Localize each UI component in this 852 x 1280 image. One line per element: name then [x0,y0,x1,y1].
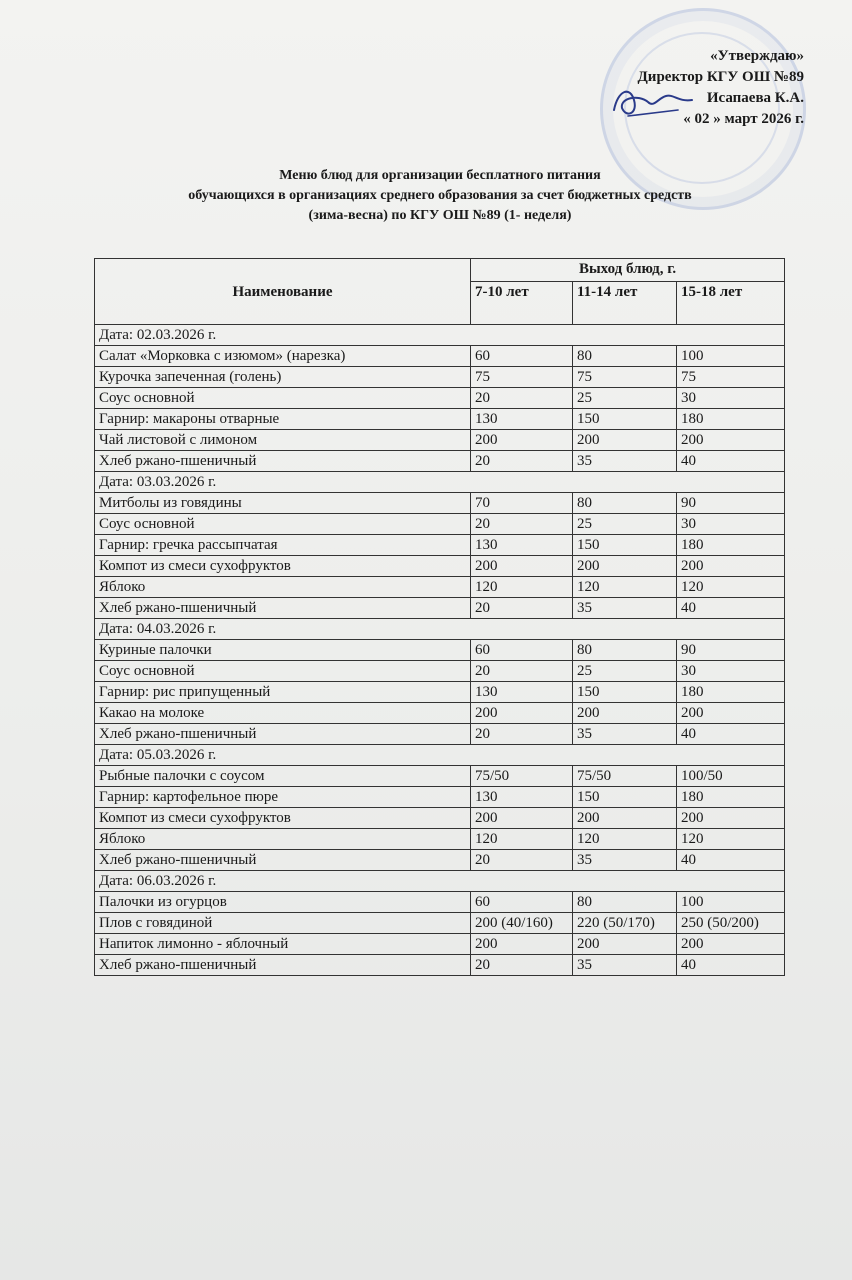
portion-11-14-cell: 80 [573,892,677,913]
portion-15-18-cell: 120 [677,577,785,598]
table-row [95,766,785,787]
portion-7-10-cell: 200 [471,934,573,955]
table-row [95,787,785,808]
date-row [95,745,785,766]
portion-7-10-cell: 130 [471,787,573,808]
table-row [95,661,785,682]
table-row [95,892,785,913]
dish-name-cell: Митболы из говядины [95,493,471,514]
table-row [95,577,785,598]
portion-11-14-cell: 80 [573,640,677,661]
column-header-name: Наименование [95,259,471,325]
menu-table-body [95,325,785,976]
date-label: Дата: 03.03.2026 г. [95,472,785,493]
table-row [95,703,785,724]
dish-name-cell: Яблоко [95,577,471,598]
dish-name-cell: Куриные палочки [95,640,471,661]
portion-7-10-cell: 120 [471,577,573,598]
dish-name-cell: Хлеб ржано-пшеничный [95,451,471,472]
table-row [95,682,785,703]
portion-11-14-cell: 25 [573,388,677,409]
table-row [95,934,785,955]
dish-name-cell: Компот из смеси сухофруктов [95,556,471,577]
dish-name-cell: Гарнир: макароны отварные [95,409,471,430]
column-header-age-7-10: 7-10 лет [471,282,573,325]
table-row [95,850,785,871]
portion-7-10-cell: 20 [471,661,573,682]
table-row [95,535,785,556]
column-header-age-11-14: 11-14 лет [573,282,677,325]
portion-7-10-cell: 120 [471,829,573,850]
portion-7-10-cell: 20 [471,388,573,409]
portion-11-14-cell: 200 [573,430,677,451]
portion-11-14-cell: 25 [573,514,677,535]
approval-signer: Исапаева К.А. [706,90,804,106]
portion-15-18-cell: 40 [677,850,785,871]
dish-name-cell: Палочки из огурцов [95,892,471,913]
portion-15-18-cell: 30 [677,661,785,682]
dish-name-cell: Гарнир: картофельное пюре [95,787,471,808]
table-row [95,640,785,661]
portion-7-10-cell: 60 [471,640,573,661]
portion-7-10-cell: 200 [471,808,573,829]
approval-date: « 02 » март 2026 г. [683,111,804,127]
signature-icon [608,80,698,124]
portion-15-18-cell: 120 [677,829,785,850]
portion-7-10-cell: 60 [471,346,573,367]
table-row [95,451,785,472]
table-row [95,913,785,934]
date-row [95,619,785,640]
column-header-age-15-18: 15-18 лет [677,282,785,325]
portion-15-18-cell: 90 [677,493,785,514]
portion-7-10-cell: 20 [471,598,573,619]
portion-11-14-cell: 150 [573,535,677,556]
date-row [95,871,785,892]
title-line-1: Меню блюд для организации бесплатного питания [279,168,601,183]
dish-name-cell: Рыбные палочки с соусом [95,766,471,787]
dish-name-cell: Гарнир: гречка рассыпчатая [95,535,471,556]
dish-name-cell: Курочка запеченная (голень) [95,367,471,388]
dish-name-cell: Соус основной [95,388,471,409]
table-row [95,493,785,514]
portion-11-14-cell: 80 [573,346,677,367]
portion-15-18-cell: 250 (50/200) [677,913,785,934]
portion-15-18-cell: 200 [677,703,785,724]
portion-7-10-cell: 20 [471,850,573,871]
date-label: Дата: 04.03.2026 г. [95,619,785,640]
dish-name-cell: Чай листовой с лимоном [95,430,471,451]
portion-7-10-cell: 200 [471,703,573,724]
portion-11-14-cell: 80 [573,493,677,514]
portion-15-18-cell: 200 [677,808,785,829]
portion-7-10-cell: 70 [471,493,573,514]
portion-7-10-cell: 20 [471,955,573,976]
date-row [95,325,785,346]
portion-7-10-cell: 20 [471,724,573,745]
table-row [95,430,785,451]
date-label: Дата: 05.03.2026 г. [95,745,785,766]
dish-name-cell: Хлеб ржано-пшеничный [95,598,471,619]
portion-11-14-cell: 35 [573,598,677,619]
portion-7-10-cell: 75 [471,367,573,388]
portion-11-14-cell: 220 (50/170) [573,913,677,934]
dish-name-cell: Яблоко [95,829,471,850]
portion-15-18-cell: 30 [677,388,785,409]
date-row [95,472,785,493]
portion-11-14-cell: 150 [573,682,677,703]
portion-15-18-cell: 200 [677,430,785,451]
portion-11-14-cell: 200 [573,556,677,577]
dish-name-cell: Какао на молоке [95,703,471,724]
table-row [95,556,785,577]
table-row [95,955,785,976]
portion-15-18-cell: 180 [677,682,785,703]
portion-15-18-cell: 180 [677,409,785,430]
portion-11-14-cell: 200 [573,934,677,955]
portion-7-10-cell: 130 [471,535,573,556]
dish-name-cell: Гарнир: рис припущенный [95,682,471,703]
dish-name-cell: Соус основной [95,661,471,682]
title-line-3: (зима-весна) по КГУ ОШ №89 (1- неделя) [308,208,572,223]
dish-name-cell: Плов с говядиной [95,913,471,934]
table-row [95,808,785,829]
portion-11-14-cell: 120 [573,829,677,850]
portion-15-18-cell: 200 [677,556,785,577]
portion-15-18-cell: 100/50 [677,766,785,787]
portion-7-10-cell: 200 [471,430,573,451]
portion-11-14-cell: 200 [573,808,677,829]
portion-15-18-cell: 100 [677,346,785,367]
table-row [95,514,785,535]
table-row [95,388,785,409]
portion-15-18-cell: 200 [677,934,785,955]
portion-15-18-cell: 40 [677,451,785,472]
date-label: Дата: 06.03.2026 г. [95,871,785,892]
title-line-2: обучающихся в организациях среднего образования за счет бюджетных средств [188,188,692,203]
portion-11-14-cell: 150 [573,787,677,808]
portion-15-18-cell: 90 [677,640,785,661]
portion-7-10-cell: 20 [471,514,573,535]
table-row [95,409,785,430]
dish-name-cell: Хлеб ржано-пшеничный [95,850,471,871]
dish-name-cell: Соус основной [95,514,471,535]
portion-15-18-cell: 100 [677,892,785,913]
portion-7-10-cell: 20 [471,451,573,472]
dish-name-cell: Компот из смеси сухофруктов [95,808,471,829]
portion-15-18-cell: 180 [677,535,785,556]
portion-7-10-cell: 200 (40/160) [471,913,573,934]
portion-11-14-cell: 75/50 [573,766,677,787]
table-header-row [95,259,785,282]
table-row [95,724,785,745]
portion-11-14-cell: 35 [573,850,677,871]
portion-15-18-cell: 40 [677,724,785,745]
dish-name-cell: Хлеб ржано-пшеничный [95,955,471,976]
document-title [100,166,780,226]
portion-7-10-cell: 60 [471,892,573,913]
dish-name-cell: Салат «Морковка с изюмом» (нарезка) [95,346,471,367]
portion-11-14-cell: 150 [573,409,677,430]
portion-11-14-cell: 75 [573,367,677,388]
portion-7-10-cell: 75/50 [471,766,573,787]
date-label: Дата: 02.03.2026 г. [95,325,785,346]
portion-15-18-cell: 75 [677,367,785,388]
portion-7-10-cell: 130 [471,409,573,430]
column-header-output: Выход блюд, г. [471,259,785,282]
portion-15-18-cell: 30 [677,514,785,535]
menu-table [94,258,785,976]
portion-15-18-cell: 40 [677,955,785,976]
table-row [95,829,785,850]
approval-position: Директор КГУ ОШ №89 [637,69,804,85]
portion-15-18-cell: 40 [677,598,785,619]
dish-name-cell: Хлеб ржано-пшеничный [95,724,471,745]
portion-15-18-cell: 180 [677,787,785,808]
portion-7-10-cell: 130 [471,682,573,703]
portion-11-14-cell: 35 [573,724,677,745]
table-row [95,346,785,367]
table-row [95,367,785,388]
portion-11-14-cell: 35 [573,955,677,976]
portion-11-14-cell: 25 [573,661,677,682]
portion-7-10-cell: 200 [471,556,573,577]
portion-11-14-cell: 120 [573,577,677,598]
portion-11-14-cell: 200 [573,703,677,724]
approval-heading: «Утверждаю» [710,48,804,64]
dish-name-cell: Напиток лимонно - яблочный [95,934,471,955]
portion-11-14-cell: 35 [573,451,677,472]
table-row [95,598,785,619]
